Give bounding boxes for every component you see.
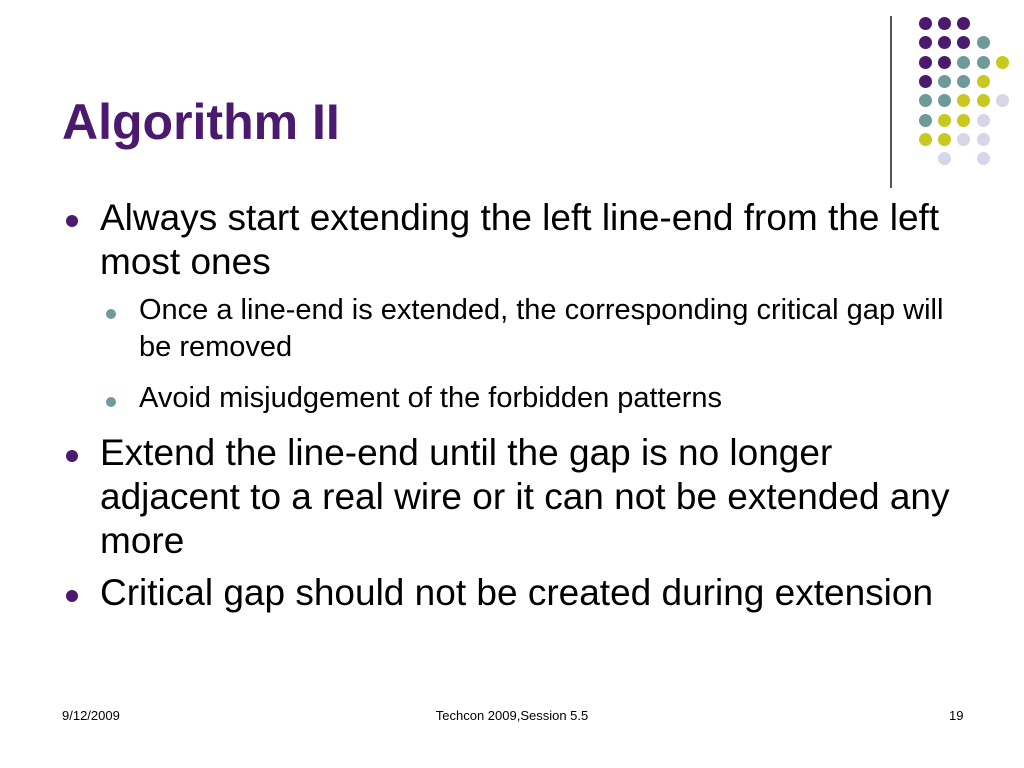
decorative-dot — [977, 36, 990, 49]
bullet-1: Always start extending the left line-end from the left most ones — [62, 196, 962, 284]
slide-content — [62, 196, 962, 623]
decorative-dot — [957, 17, 970, 30]
decorative-dot — [996, 56, 1009, 69]
decorative-dot — [957, 114, 970, 127]
decorative-dot — [957, 75, 970, 88]
decorative-dot — [919, 56, 932, 69]
decorative-dot — [938, 36, 951, 49]
decorative-dot — [957, 56, 970, 69]
decorative-dot — [996, 94, 1009, 107]
decorative-dot — [977, 94, 990, 107]
bullet-2: Extend the line-end until the gap is no longer adjacent to a real wire or it can not be extended any more — [62, 431, 962, 563]
decorative-dot — [977, 114, 990, 127]
footer-date: 9/12/2009 — [62, 708, 120, 723]
decorative-dot — [977, 56, 990, 69]
decorative-dot — [938, 152, 951, 165]
decorative-dot — [919, 75, 932, 88]
decorative-dot — [919, 36, 932, 49]
decorative-dot — [957, 133, 970, 146]
title-divider-line — [890, 16, 892, 188]
footer-session: Techcon 2009,Session 5.5 — [435, 708, 589, 723]
decorative-dot — [938, 133, 951, 146]
decorative-dot — [919, 133, 932, 146]
decorative-dot — [919, 114, 932, 127]
decorative-dot — [938, 114, 951, 127]
decorative-dot — [919, 17, 932, 30]
decorative-dot — [938, 56, 951, 69]
decorative-dot — [919, 94, 932, 107]
decorative-dot — [938, 17, 951, 30]
decorative-dot — [977, 152, 990, 165]
footer-page-number: 19 — [949, 708, 964, 723]
decorative-dot — [957, 36, 970, 49]
decorative-dot — [957, 94, 970, 107]
decorative-dot — [938, 94, 951, 107]
bullet-3: Critical gap should not be created during extension — [62, 571, 962, 615]
sub-bullet-1-1: Once a line-end is extended, the corresponding critical gap will be removed — [62, 292, 962, 366]
slide-title: Algorithm II — [62, 94, 340, 150]
sub-bullet-1-2: Avoid misjudgement of the forbidden patterns — [62, 380, 962, 417]
decorative-dot — [977, 75, 990, 88]
decorative-dot — [977, 133, 990, 146]
decorative-dot — [938, 75, 951, 88]
